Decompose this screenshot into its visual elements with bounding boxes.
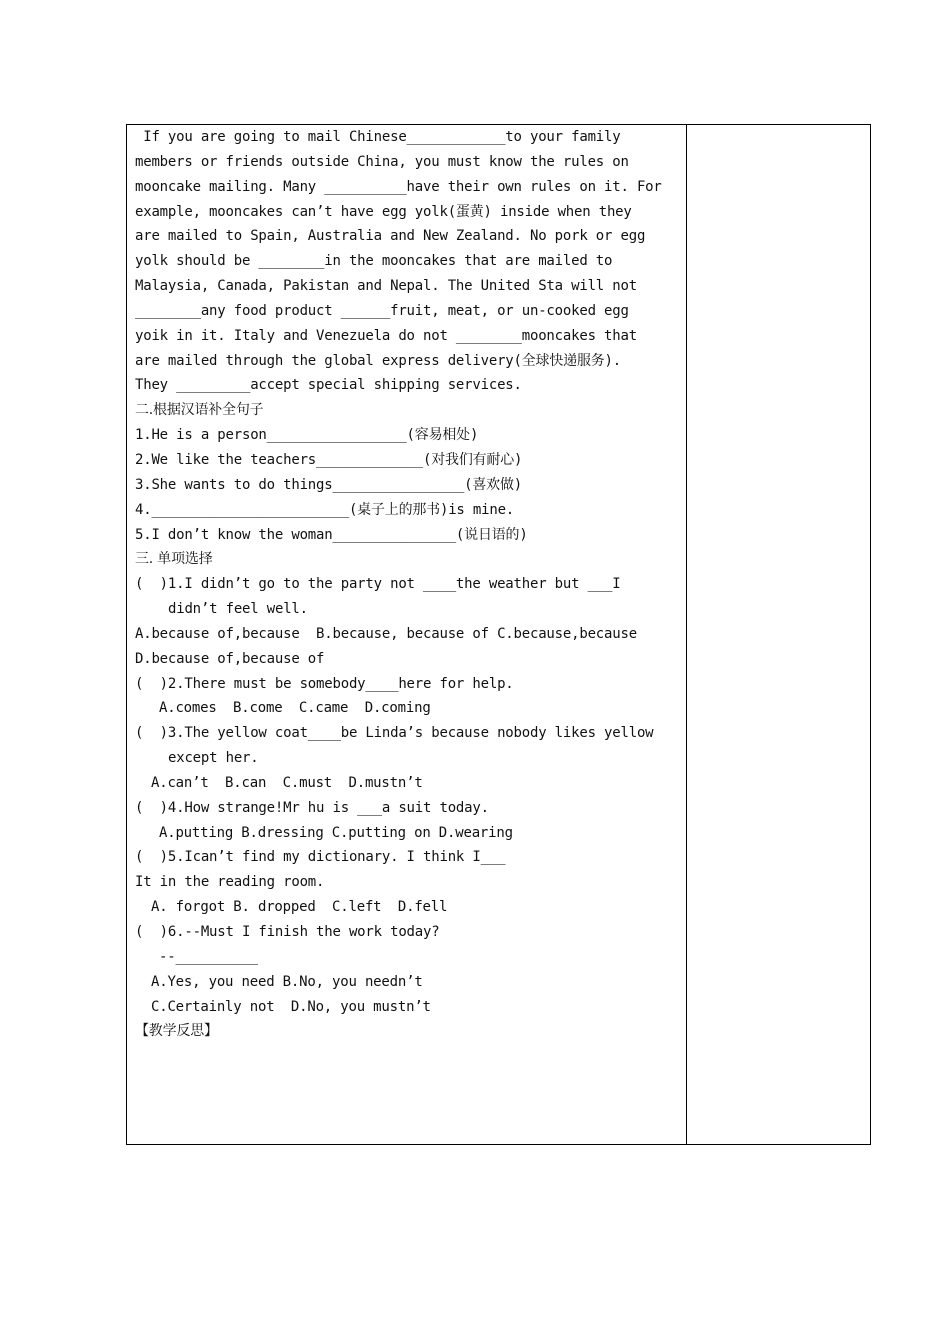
section3-heading: 三. 单项选择	[135, 551, 213, 568]
section2-heading: 二.根据汉语补全句子	[135, 402, 264, 419]
question-4: ( )4.How strange!Mr hu is ___a suit today.	[135, 799, 489, 816]
sentence-item: 3.She wants to do things________________(喜欢做)	[135, 476, 523, 493]
passage-line: are mailed through the global express delivery(全球快递服务).	[135, 352, 622, 369]
column-divider	[686, 125, 687, 1144]
question-2: ( )2.There must be somebody____here for help.	[135, 675, 514, 692]
passage-line: mooncake mailing. Many __________have their own rules on it. For	[135, 178, 662, 195]
passage-line: yolk should be ________in the mooncakes that are mailed to	[135, 253, 613, 270]
passage-line: yoik in it. Italy and Venezuela do not ________mooncakes that	[135, 327, 637, 344]
passage-line: They _________accept special shipping services.	[135, 377, 522, 394]
question-5: ( )5.Ican’t find my dictionary. I think I___	[135, 849, 506, 866]
question-3: ( )3.The yellow coat____be Linda’s because nobody likes yellow	[135, 725, 654, 742]
sentence-item: 4.________________________(桌子上的那书)is mine.	[135, 501, 515, 518]
passage	[135, 125, 680, 398]
question-5-options: A. forgot B. dropped C.left D.fell	[151, 899, 448, 916]
question-1-options: A.because of,because B.because, because of C.because,because	[135, 625, 637, 642]
main-column	[135, 125, 680, 1044]
passage-line: ________any food product ______fruit, meat, or un-cooked egg	[135, 302, 629, 319]
lesson-table	[126, 124, 871, 1145]
passage-line: members or friends outside China, you must know the rules on	[135, 153, 629, 170]
passage-line: example, mooncakes can’t have egg yolk(蛋黄) inside when they	[135, 203, 632, 220]
question-3-options: A.can’t B.can C.must D.mustn’t	[151, 774, 423, 791]
question-5-cont: It in the reading room.	[135, 874, 325, 891]
question-1: ( )1.I didn’t go to the party not ____the weather but ___I	[135, 576, 621, 593]
question-6-blank: --__________	[159, 948, 258, 965]
reflection-heading: 【教学反思】	[135, 1023, 218, 1040]
passage-line: If you are going to mail Chinese____________to your family	[135, 129, 621, 145]
question-1-options-cont: D.because of,because of	[135, 650, 325, 667]
question-1-cont: didn’t feel well.	[168, 601, 308, 618]
question-4-options: A.putting B.dressing C.putting on D.wearing	[159, 824, 513, 841]
question-6-options-cont: C.Certainly not D.No, you mustn’t	[151, 998, 431, 1015]
question-6: ( )6.--Must I finish the work today?	[135, 924, 440, 940]
passage-line: are mailed to Spain, Australia and New Zealand. No pork or egg	[135, 228, 646, 245]
question-3-cont: except her.	[168, 750, 259, 767]
question-2-options: A.comes B.come C.came D.coming	[159, 700, 431, 717]
sentence-item: 1.He is a person_________________(容易相处)	[135, 427, 479, 444]
passage-line: Malaysia, Canada, Pakistan and Nepal. The United Sta will not	[135, 278, 637, 295]
question-6-options: A.Yes, you need B.No, you needn’t	[151, 973, 423, 990]
sentence-item: 2.We like the teachers_____________(对我们有耐心)	[135, 451, 523, 468]
sentence-item: 5.I don’t know the woman_______________(说日语的)	[135, 526, 528, 543]
